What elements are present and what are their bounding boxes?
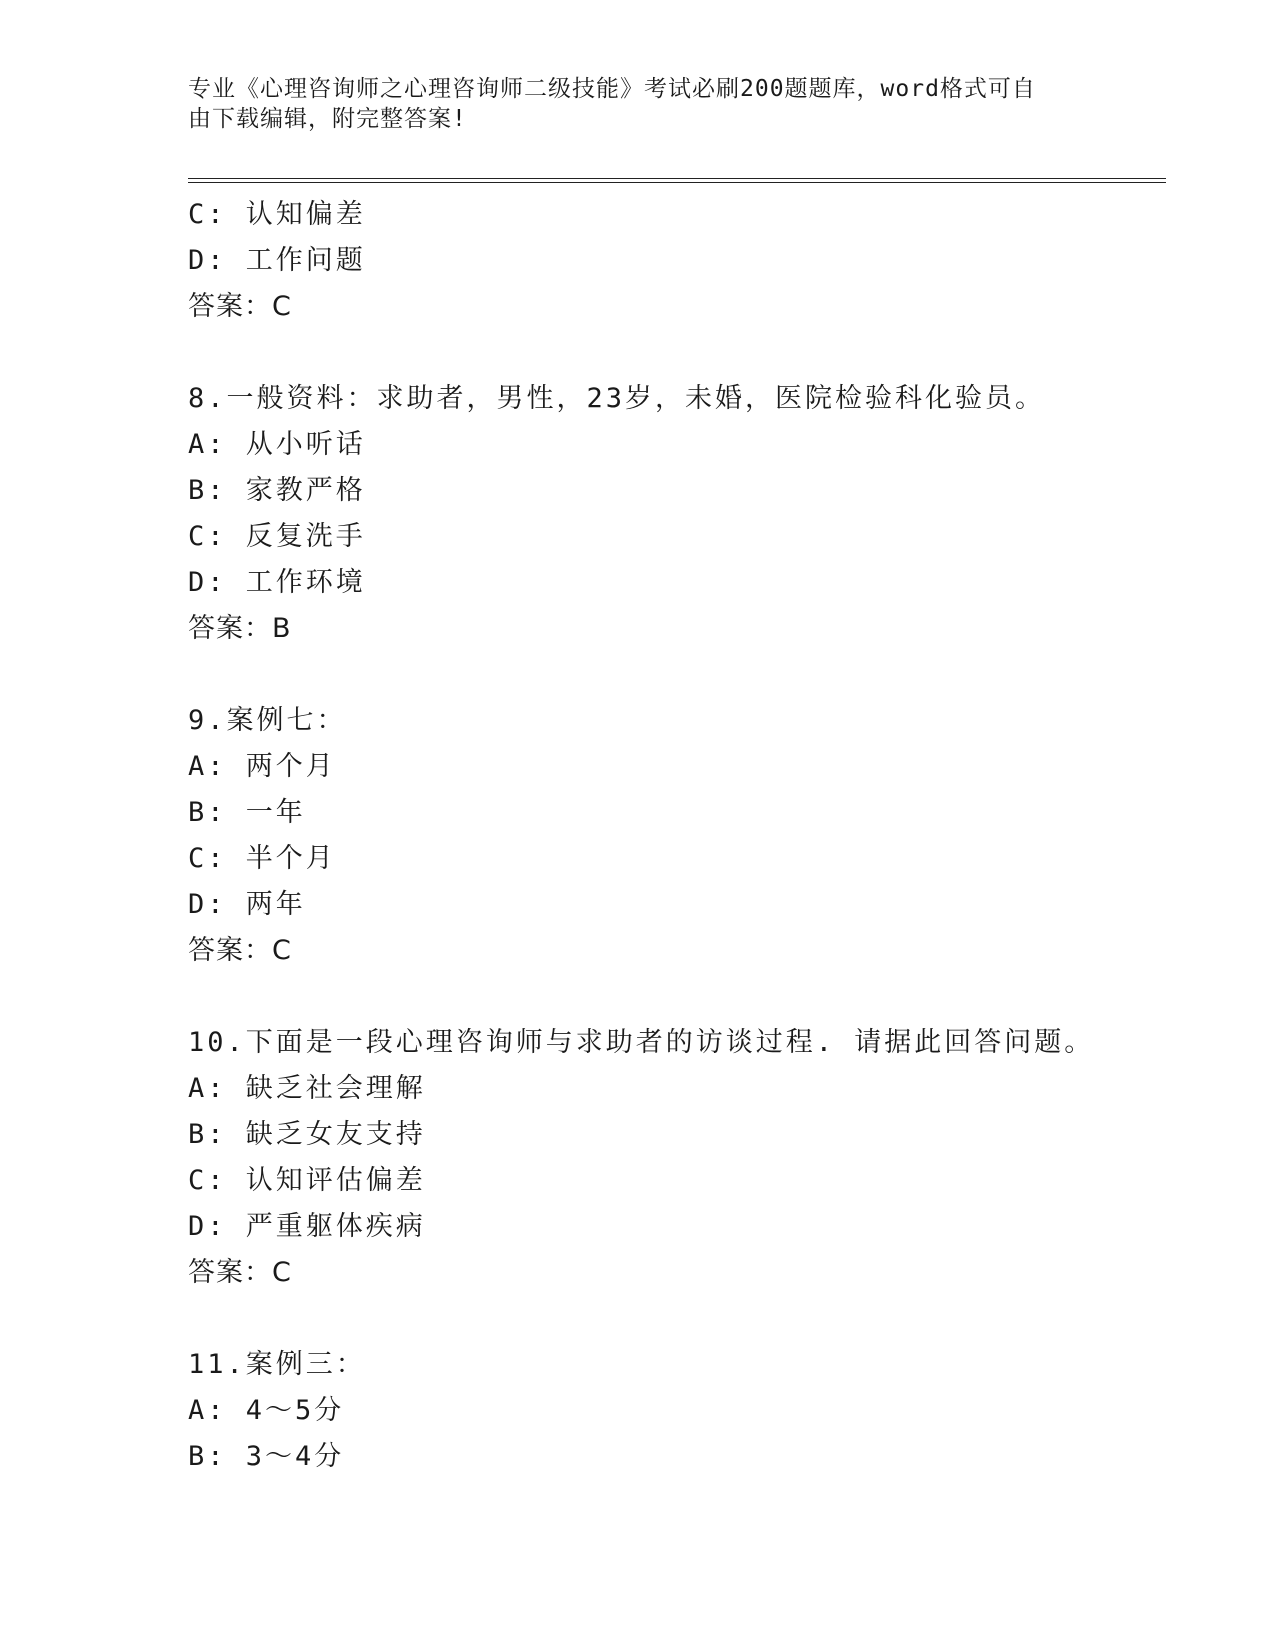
- question-stem: 9.案例七：: [188, 705, 347, 736]
- option-d: D: 两年: [188, 889, 306, 920]
- question-block-11: [188, 1342, 1166, 1480]
- spacer: [188, 330, 1166, 376]
- answer-line: 答案：C: [188, 1257, 292, 1288]
- answer-line: 答案：C: [188, 291, 292, 322]
- document-header: [188, 74, 1068, 134]
- option-b: B: 家教严格: [188, 475, 366, 506]
- header-rule-bottom: [188, 182, 1166, 183]
- option-c: C: 反复洗手: [188, 521, 366, 552]
- spacer: [188, 1296, 1166, 1342]
- spacer: [188, 652, 1166, 698]
- option-a: A: 4～5分: [188, 1395, 345, 1426]
- question-list: [188, 192, 1166, 1480]
- question-stem: 8.一般资料：求助者，男性，23岁，未婚，医院检验科化验员。: [188, 383, 1046, 414]
- option-d: D: 工作问题: [188, 245, 366, 276]
- question-block-9: [188, 698, 1166, 974]
- header-line-1: 专业《心理咨询师之心理咨询师二级技能》考试必刷200题题库，word格式可自: [188, 76, 1036, 102]
- option-d: D: 严重躯体疾病: [188, 1211, 426, 1242]
- option-c: C: 认知评估偏差: [188, 1165, 426, 1196]
- spacer: [188, 974, 1166, 1020]
- header-line-2: 由下载编辑，附完整答案!: [188, 106, 467, 132]
- question-block-partial: [188, 192, 1166, 330]
- question-stem: 11.案例三：: [188, 1349, 366, 1380]
- option-b: B: 一年: [188, 797, 306, 828]
- option-c: C: 半个月: [188, 843, 336, 874]
- option-b: B: 缺乏女友支持: [188, 1119, 426, 1150]
- option-a: A: 缺乏社会理解: [188, 1073, 426, 1104]
- option-d: D: 工作环境: [188, 567, 366, 598]
- option-a: A: 两个月: [188, 751, 336, 782]
- option-c: C: 认知偏差: [188, 199, 366, 230]
- question-block-10: [188, 1020, 1166, 1296]
- question-stem: 10.下面是一段心理咨询师与求助者的访谈过程. 请据此回答问题。: [188, 1027, 1095, 1058]
- option-b: B: 3～4分: [188, 1441, 345, 1472]
- answer-line: 答案：B: [188, 613, 292, 644]
- answer-line: 答案：C: [188, 935, 292, 966]
- header-rule-top: [188, 178, 1166, 179]
- option-a: A: 从小听话: [188, 429, 366, 460]
- question-block-8: [188, 376, 1166, 652]
